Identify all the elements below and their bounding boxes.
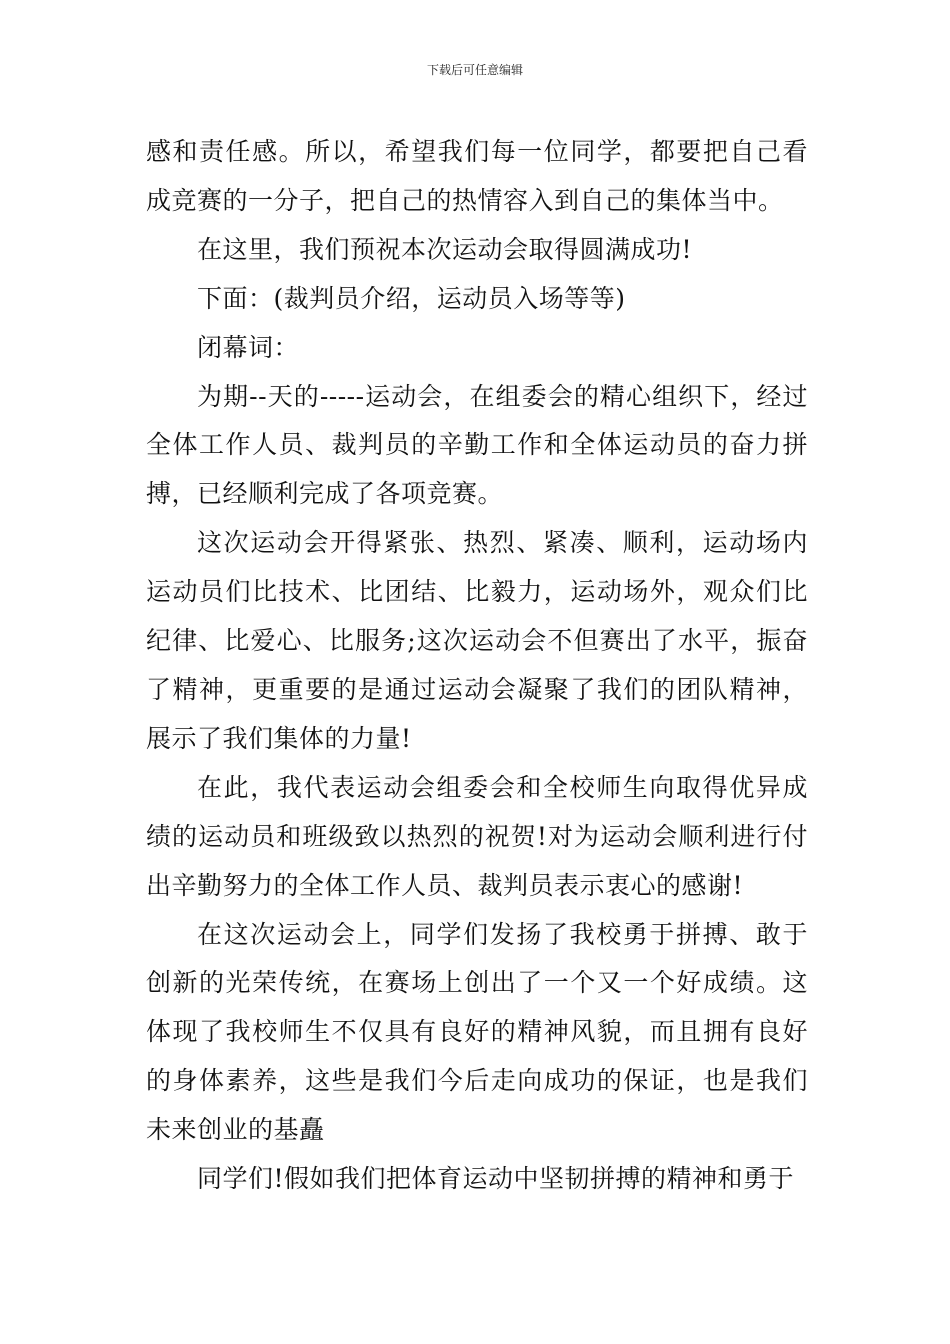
paragraph: 在此，我代表运动会组委会和全校师生向取得优异成绩的运动员和班级致以热烈的祝贺!对为运动会顺利进行付出辛勤努力的全体工作人员、裁判员表示衷心的感谢! [146,772,808,900]
document-body [146,128,808,1204]
page-header: 下载后可任意编辑 [426,63,523,77]
paragraph: 在这里，我们预祝本次运动会取得圆满成功! [197,234,693,264]
paragraph: 同学们!假如我们把体育运动中坚韧拼搏的精神和勇于 [197,1164,795,1194]
paragraph: 为期--天的-----运动会，在组委会的精心组织下，经过全体工作人员、裁判员的辛勤工作和全体运动员的奋力拼搏，已经顺利完成了各项竞赛。 [146,381,808,509]
paragraph: 感和责任感。所以，希望我们每一位同学，都要把自己看成竞赛的一分子，把自己的热情容入到自己的集体当中。 [146,137,808,215]
section-heading-closing-speech: 闭幕词： [197,332,300,362]
paragraph: 这次运动会开得紧张、热烈、紧凑、顺利，运动场内运动员们比技术、比团结、比毅力，运动场外，观众们比纪律、比爱心、比服务;这次运动会不但赛出了水平，振奋了精神，更重要的是通过运动会凝聚了我们的团队精神，展示了我们集体的力量! [146,528,808,753]
paragraph: 在这次运动会上，同学们发扬了我校勇于拼搏、敢于创新的光荣传统，在赛场上创出了一个又一个好成绩。这体现了我校师生不仅具有良好的精神风貌，而且拥有良好的身体素养，这些是我们今后走向成功的保证，也是我们未来创业的基矗 [146,919,808,1145]
paragraph: 下面：(裁判员介绍，运动员入场等等) [197,283,626,313]
